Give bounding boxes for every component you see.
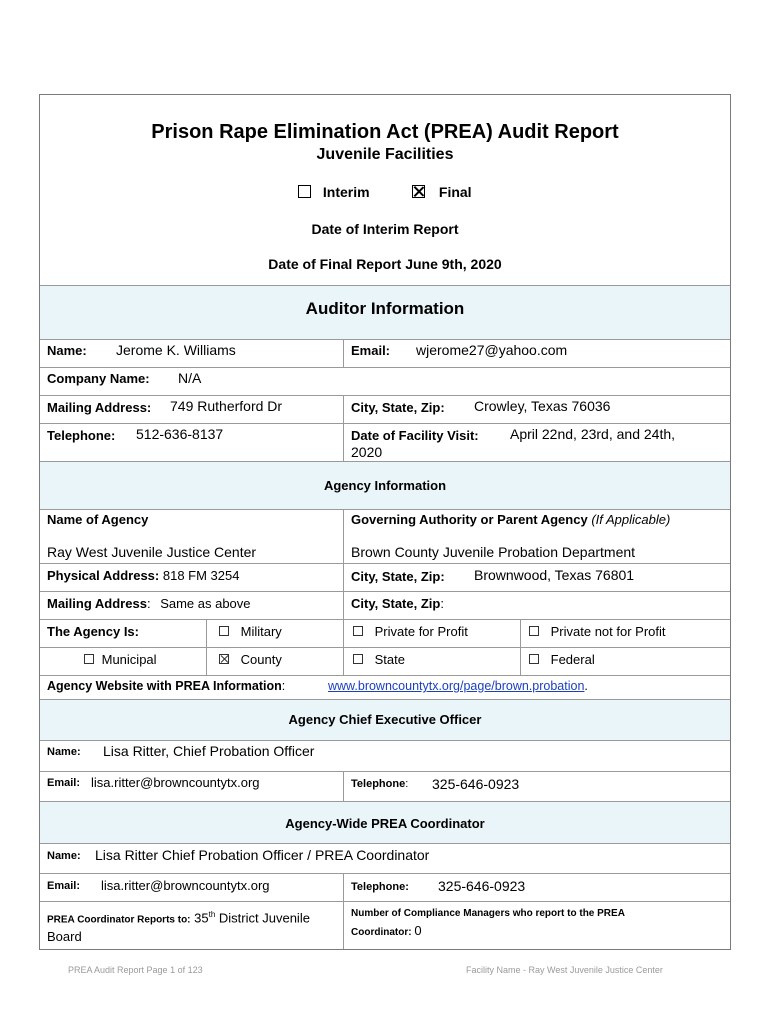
agency-section-title: Agency Information bbox=[323, 478, 447, 493]
agency-csz-label: City, State, Zip: bbox=[351, 569, 445, 584]
final-label: Final bbox=[438, 184, 472, 200]
option-county[interactable] bbox=[219, 652, 282, 667]
divider bbox=[40, 675, 730, 676]
option-state[interactable] bbox=[353, 652, 405, 667]
divider bbox=[40, 873, 730, 874]
visit-date-line1: April 22nd, 23rd, and 24th, bbox=[510, 426, 676, 442]
federal-label: Federal bbox=[550, 652, 595, 667]
company-name: N/A bbox=[178, 370, 202, 386]
managers-label-line1: Number of Compliance Managers who report to the PREA bbox=[351, 908, 625, 919]
reports-to-rest: District Juvenile bbox=[218, 910, 310, 926]
website-label: Agency Website with PREA Information bbox=[47, 679, 282, 693]
physical-address: 818 FM 3254 bbox=[162, 568, 240, 583]
reports-to-sup: th bbox=[208, 910, 216, 919]
divider bbox=[40, 563, 730, 564]
auditor-email: wjerome27@yahoo.com bbox=[416, 342, 568, 358]
ceo-phone-label: Telephone bbox=[351, 778, 406, 790]
federal-checkbox[interactable] bbox=[529, 654, 539, 664]
website-sep: : bbox=[281, 679, 286, 693]
final-date-label: Date of Final Report June 9th, 2020 bbox=[268, 256, 502, 272]
military-checkbox[interactable] bbox=[219, 626, 229, 636]
visit-date-line2: 2020 bbox=[351, 444, 383, 460]
footer-facility: Facility Name - Ray West Juvenile Justice Center bbox=[466, 965, 663, 975]
agency-mailing-row bbox=[47, 596, 251, 611]
report-subtitle: Juvenile Facilities bbox=[316, 146, 454, 163]
governing-authority: Brown County Juvenile Probation Department bbox=[351, 544, 636, 560]
option-private-profit[interactable] bbox=[353, 624, 468, 639]
auditor-mailing-address: 749 Rutherford Dr bbox=[170, 398, 283, 414]
auditor-mailing-label: Mailing Address: bbox=[47, 400, 152, 415]
final-checkbox[interactable] bbox=[412, 185, 425, 198]
agency-csz: Brownwood, Texas 76801 bbox=[474, 567, 635, 583]
municipal-label: Municipal bbox=[101, 652, 157, 667]
private-nonprofit-checkbox[interactable] bbox=[529, 626, 539, 636]
website-value-row bbox=[328, 679, 588, 693]
website-end: . bbox=[584, 679, 588, 693]
coordinator-reports-to bbox=[47, 906, 341, 945]
agency-csz2-label: City, State, Zip bbox=[351, 596, 441, 611]
agency-mailing-address: Same as above bbox=[160, 596, 251, 611]
county-checkbox[interactable] bbox=[219, 654, 229, 664]
coordinator-name: Lisa Ritter Chief Probation Officer / PREA Coordinator bbox=[95, 847, 430, 863]
agency-name: Ray West Juvenile Justice Center bbox=[47, 544, 257, 560]
governing-authority-label bbox=[351, 512, 670, 527]
agency-type-label: The Agency Is: bbox=[47, 624, 139, 639]
final-checkbox-group[interactable] bbox=[412, 184, 472, 200]
interim-label: Interim bbox=[322, 184, 370, 200]
auditor-name: Jerome K. Williams bbox=[116, 342, 236, 358]
coordinator-name-label: Name: bbox=[47, 850, 81, 862]
governing-authority-label-text: Governing Authority or Parent Agency bbox=[351, 512, 588, 527]
auditor-csz-label: City, State, Zip: bbox=[351, 400, 445, 415]
state-checkbox[interactable] bbox=[353, 654, 363, 664]
interim-checkbox[interactable] bbox=[298, 185, 311, 198]
footer-page: PREA Audit Report Page 1 of 123 bbox=[68, 965, 203, 975]
divider bbox=[40, 843, 730, 844]
option-municipal[interactable] bbox=[84, 652, 157, 667]
ceo-phone-label-row bbox=[351, 778, 408, 790]
coordinator-section-title: Agency-Wide PREA Coordinator bbox=[285, 816, 485, 831]
auditor-section-title: Auditor Information bbox=[305, 299, 465, 318]
physical-address-row bbox=[47, 568, 239, 583]
agency-csz2-row bbox=[351, 596, 444, 611]
divider bbox=[40, 771, 730, 772]
auditor-csz: Crowley, Texas 76036 bbox=[474, 398, 611, 414]
divider bbox=[343, 873, 344, 949]
ceo-email: lisa.ritter@browncountytx.org bbox=[91, 775, 260, 790]
ceo-section-title: Agency Chief Executive Officer bbox=[288, 712, 482, 727]
agency-name-label: Name of Agency bbox=[47, 512, 149, 527]
county-label: County bbox=[240, 652, 282, 667]
military-label: Military bbox=[240, 624, 282, 639]
coordinator-phone: 325-646-0923 bbox=[438, 878, 526, 894]
interim-date-label: Date of Interim Report bbox=[311, 221, 459, 237]
ceo-phone: 325-646-0923 bbox=[432, 776, 520, 792]
divider bbox=[343, 563, 344, 591]
divider bbox=[40, 619, 730, 620]
private-profit-label: Private for Profit bbox=[374, 624, 468, 639]
divider bbox=[40, 367, 730, 368]
private-profit-checkbox[interactable] bbox=[353, 626, 363, 636]
auditor-phone-label: Telephone: bbox=[47, 428, 116, 443]
divider bbox=[40, 647, 730, 648]
ceo-name-label: Name: bbox=[47, 746, 81, 758]
divider bbox=[343, 771, 344, 801]
coordinator-email: lisa.ritter@browncountytx.org bbox=[101, 878, 270, 893]
company-name-label: Company Name: bbox=[47, 371, 150, 386]
coordinator-email-label: Email: bbox=[47, 880, 81, 892]
agency-website-link[interactable]: www.browncountytx.org/page/brown.probation bbox=[328, 679, 585, 693]
website-row bbox=[47, 679, 285, 693]
governing-authority-note: (If Applicable) bbox=[591, 512, 671, 527]
option-military[interactable] bbox=[219, 624, 282, 639]
auditor-email-label: Email: bbox=[351, 343, 391, 358]
agency-mailing-label: Mailing Address bbox=[47, 596, 147, 611]
compliance-managers bbox=[351, 905, 625, 941]
auditor-phone: 512-636-8137 bbox=[136, 426, 224, 442]
visit-date-label: Date of Facility Visit: bbox=[351, 428, 479, 443]
municipal-checkbox[interactable] bbox=[84, 654, 94, 664]
managers-count: 0 bbox=[414, 923, 422, 938]
ceo-phone-sep: : bbox=[405, 778, 409, 790]
coordinator-phone-label: Telephone: bbox=[351, 881, 409, 893]
agency-mailing-sep: : bbox=[146, 596, 151, 611]
divider bbox=[343, 339, 344, 367]
managers-sep: : bbox=[408, 927, 412, 938]
divider bbox=[343, 509, 344, 563]
report-title: Prison Rape Elimination Act (PREA) Audit Report bbox=[151, 121, 619, 143]
divider bbox=[343, 423, 344, 461]
option-federal[interactable] bbox=[529, 652, 595, 667]
divider bbox=[40, 901, 730, 902]
divider bbox=[343, 591, 344, 619]
option-private-nonprofit[interactable] bbox=[529, 624, 666, 639]
physical-address-label: Physical Address: bbox=[47, 568, 160, 583]
reports-to-line2: Board bbox=[47, 929, 82, 945]
interim-checkbox-group[interactable] bbox=[298, 184, 370, 200]
divider bbox=[40, 509, 730, 510]
reports-to-num: 35 bbox=[194, 910, 209, 926]
state-label: State bbox=[374, 652, 405, 667]
divider bbox=[40, 395, 730, 396]
reports-to-label: PREA Coordinator Reports to: bbox=[47, 914, 191, 926]
private-nonprofit-label: Private not for Profit bbox=[550, 624, 666, 639]
divider bbox=[343, 395, 344, 423]
ceo-name: Lisa Ritter, Chief Probation Officer bbox=[103, 743, 315, 759]
ceo-email-label: Email: bbox=[47, 777, 81, 789]
divider bbox=[40, 591, 730, 592]
auditor-name-label: Name: bbox=[47, 343, 87, 358]
agency-csz2-sep: : bbox=[440, 596, 444, 611]
divider bbox=[40, 740, 730, 741]
divider bbox=[40, 423, 730, 424]
divider bbox=[40, 339, 730, 340]
managers-label-line2: Coordinator bbox=[351, 927, 409, 938]
